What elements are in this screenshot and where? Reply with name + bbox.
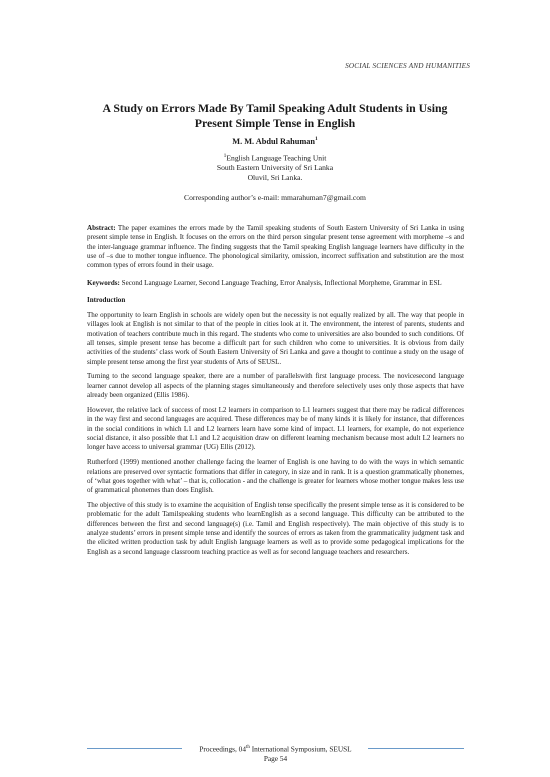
footer-proceedings-prefix: Proceedings, 04	[199, 744, 246, 754]
keywords-label: Keywords:	[87, 278, 120, 287]
intro-paragraph: Rutherford (1999) mentioned another challenge facing the learner of English is one having to do with the ways in which semantic relations are preserved over syntactic formations that differ in category, in size and in rank. It is a question grammatically phonemes, of ‘what goes together with what’ – that is, collocation - and the challenge is greater for learners whose mother tongue makes less use of grammatical phonemes than does English.	[87, 458, 464, 495]
affiliation-location: Oluvil, Sri Lanka.	[247, 172, 303, 182]
abstract-label: Abstract:	[87, 224, 116, 232]
footer-proceedings	[87, 743, 464, 754]
page-number: Page 54	[263, 753, 288, 763]
affiliation-unit-text: English Language Teaching Unit	[226, 153, 327, 163]
author-line	[84, 136, 466, 146]
corresponding-author: Corresponding author’s e-mail: mmarahuman7@gmail.com	[184, 193, 366, 202]
affiliation-university: South Eastern University of Sri Lanka	[216, 163, 334, 173]
footer-ordinal: th	[245, 745, 250, 750]
author-affiliation-mark: 1	[315, 136, 318, 142]
intro-paragraph: Turning to the second language speaker, there are a number of parallelswith first language process. The novicesecond language learner cannot develop all aspects of the planning stages simultaneously and therefore selectively uses only those aspects that have already been organized (Ellis 1986).	[87, 372, 464, 400]
running-head: SOCIAL SCIENCES AND HUMANITIES	[345, 62, 470, 70]
paper-title: A Study on Errors Made By Tamil Speaking Adult Students in Using Present Simple Tense in English	[102, 101, 448, 130]
affiliation-block	[84, 152, 466, 182]
intro-paragraph: However, the relative lack of success of most L2 learners in comparison to L1 learners suggest that there may be radical differences in the way first and second languages are acquired. These differences may be of many kinds it is likely for instance, that differences in the social conditions in which L1 and L2 learners learn have some kind of impact. L1 learners, for example, do not experience social distance, it also possible that L1 and L2 acquisition draw on different learning mechanism because most adult L2 learners no longer have access to universal grammar (UG) Ellis (2012).	[87, 406, 464, 452]
keywords-text: Second Language Learner, Second Language Teaching, Error Analysis, Inflectional Morpheme, Grammar in ESL	[121, 278, 442, 287]
intro-paragraph: The opportunity to learn English in schools are widely open but the necessity is not equally realized by all. The way that people in villages look at English is not similar to that of the people in cities look at it. The environment, the interest of parents, students and motivation of teachers contribute much in this regard. The students who come to universities are also bounded to such conditions. Of all tenses, simple present tense has become a difficult part for such children who come to universities. It is obvious from daily activities of the students’ class work of South Eastern University of Sri Lanka and gave a thought to continue a study on the usage of simple present tense among the first year students of Arts of SEUSL.	[87, 310, 464, 366]
abstract	[87, 224, 464, 271]
paper-body	[87, 224, 464, 563]
footer-proceedings-suffix: International Symposium, SEUSL	[249, 744, 352, 754]
affiliation-mark: 1	[223, 153, 227, 159]
affiliation-unit	[84, 152, 466, 163]
intro-paragraph: The objective of this study is to examine the acquisition of English tense specifically the present simple tense as it is considered to be problematic for the adult Tamilspeaking students who learnEnglish as a second language. This difficulty can be attributed to the differences between the first and second language(s) (i.e. Tamil and English respectively). The main objective of this study is to analyze students’ errors in present simple tense and identify the sources of errors as taken from the grammaticality judgment task and the elicited written production task by adult English language learners as well as to provide some pedagogical implications for the English as a second language classroom teaching practice as well as for second language teachers and researchers.	[87, 501, 464, 556]
keywords	[87, 279, 464, 288]
abstract-text: The paper examines the errors made by the Tamil speaking students of South Eastern University of Sri Lanka in using present simple tense in English. It focuses on the errors on the third person singular present tense agreement with morpheme –s and the inter-language grammar influence. The finding suggests that the Tamil speaking English language learners have difficulty in the use of –s due to mother tongue influence. The phonological similarity, omission, incorrect suffixation and substitution are the most common types of errors found in their usage.	[87, 224, 464, 270]
page-footer	[87, 743, 464, 763]
author-name: M. M. Abdul Rahuman	[232, 136, 315, 146]
introduction-heading: Introduction	[87, 296, 126, 305]
